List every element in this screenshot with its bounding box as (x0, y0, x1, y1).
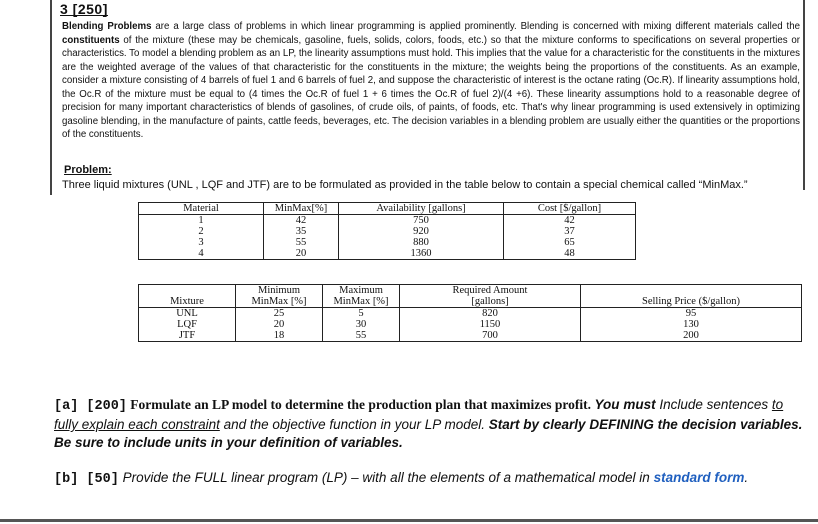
cell: 5 (323, 308, 400, 320)
cell: 750 (339, 215, 504, 227)
cell: 1360 (339, 248, 504, 260)
cell: 55 (323, 330, 400, 342)
part-a-rest: and the objective function in your LP model. (219, 417, 489, 432)
part-a (54, 396, 804, 452)
t1-header: MinMax[%] (264, 203, 339, 215)
bottom-rule (0, 519, 818, 522)
cell: 35 (264, 226, 339, 237)
cell: 42 (264, 215, 339, 227)
cell: JTF (139, 330, 236, 342)
cell: 920 (339, 226, 504, 237)
t2-header: Selling Price ($/gallon) (581, 285, 802, 308)
materials-table (138, 202, 636, 260)
t1-header: Cost [$/gallon] (504, 203, 636, 215)
cell: 2 (139, 226, 264, 237)
cell: 65 (504, 237, 636, 248)
t2-header: Required Amount [gallons] (400, 285, 581, 308)
table-row (139, 319, 802, 330)
cell: 880 (339, 237, 504, 248)
table-row (139, 248, 636, 260)
part-b-standard-form: standard form (653, 470, 745, 485)
cell: UNL (139, 308, 236, 320)
right-border (803, 0, 805, 190)
cell: 55 (264, 237, 339, 248)
intro-s1: are a large class of problems in which linear programming is applied prominently. Blending is concerned with mixing different materials called the (151, 21, 800, 32)
cell: 3 (139, 237, 264, 248)
cell: 95 (581, 308, 802, 320)
part-a-must: must (623, 397, 656, 412)
cell: 820 (400, 308, 581, 320)
cell: 37 (504, 226, 636, 237)
cell: 1 (139, 215, 264, 227)
cell: 42 (504, 215, 636, 227)
table-row (139, 237, 636, 248)
table-row (139, 215, 636, 227)
part-a-you: You (591, 397, 620, 412)
intro-lead: Blending Problems (62, 21, 152, 32)
problem-heading: Problem: (64, 164, 112, 176)
intro-constituents: constituents (62, 34, 120, 46)
t1-header: Availability [gallons] (339, 203, 504, 215)
cell: 1150 (400, 319, 581, 330)
mixtures-table (138, 284, 802, 342)
t2-header: Maximum MinMax [%] (323, 285, 400, 308)
part-b (54, 470, 814, 487)
part-a-include: Include sentences (655, 397, 772, 412)
cell: 200 (581, 330, 802, 342)
table-row (139, 226, 636, 237)
cell: 25 (236, 308, 323, 320)
cell: 130 (581, 319, 802, 330)
cell: 20 (236, 319, 323, 330)
cell: 700 (400, 330, 581, 342)
cell: 18 (236, 330, 323, 342)
part-a-underlined: to fully explain each constraint (54, 397, 784, 432)
part-a-lead: Formulate an LP model to determine the production plan that maximizes profit. (126, 397, 592, 412)
intro-s2: of the mixture (these may be chemicals, gasoline, fuels, solids, colors, foods, etc.) so that the mixture conforms to specifications on several properties or characteristics. To model a blending problem as an LP, the linearity assumptions must hold. This implies that the value for a characteristic for the constituents in the mixtures are the weighted average of the values of that characteristic for the constituents in the mixture; the weights being the proportions of the constituents. As an example, consider a mixture consisting of 4 barrels of fuel 1 and 6 barrels of fuel 2, and suppose the characteristic of interest is the octane rating (Oc.R). If linearity assumptions hold, the Oc.R of the mixture must be equal to (4 times the Oc.R of fuel 1 + 6 times the Oc.R of fuel 2)/(4 +6). These linearity assumptions hold to a reasonable degree of precision for many important characteristics of blends of gasolines, of crude oils, of paints, of foods, etc. That's why linear programming is used extensively in optimizing gasoline blending, in the manufacture of paints, cattle feeds, beverages, etc. The decision variables in a blending problem are usually either the quantities or the proportions of the constituents. (62, 34, 800, 140)
part-b-end: . (744, 470, 749, 485)
part-b-text: Provide the FULL linear program (LP) – with all the elements of a mathematical model in (118, 470, 654, 485)
t2-header: Mixture (139, 285, 236, 308)
intro-paragraph (62, 20, 800, 142)
table-row (139, 308, 802, 320)
part-a-label: [a] [200] (54, 399, 127, 414)
part-a-start: Start by clearly DEFINING the decision variables. Be sure to include units in your definition of variables. (54, 417, 803, 450)
cell: 48 (504, 248, 636, 260)
problem-text: Three liquid mixtures (UNL , LQF and JTF) are to be formulated as provided in the table below to contain a special chemical called “MinMax.” (62, 179, 748, 191)
cell: 20 (264, 248, 339, 260)
part-b-label: [b] [50] (54, 472, 119, 487)
left-border (50, 0, 52, 195)
cell: 30 (323, 319, 400, 330)
cell: LQF (139, 319, 236, 330)
t1-header: Material (139, 203, 264, 215)
cell: 4 (139, 248, 264, 260)
t2-header: Minimum MinMax [%] (236, 285, 323, 308)
question-number: 3 [250] (60, 1, 108, 17)
table-row (139, 330, 802, 342)
